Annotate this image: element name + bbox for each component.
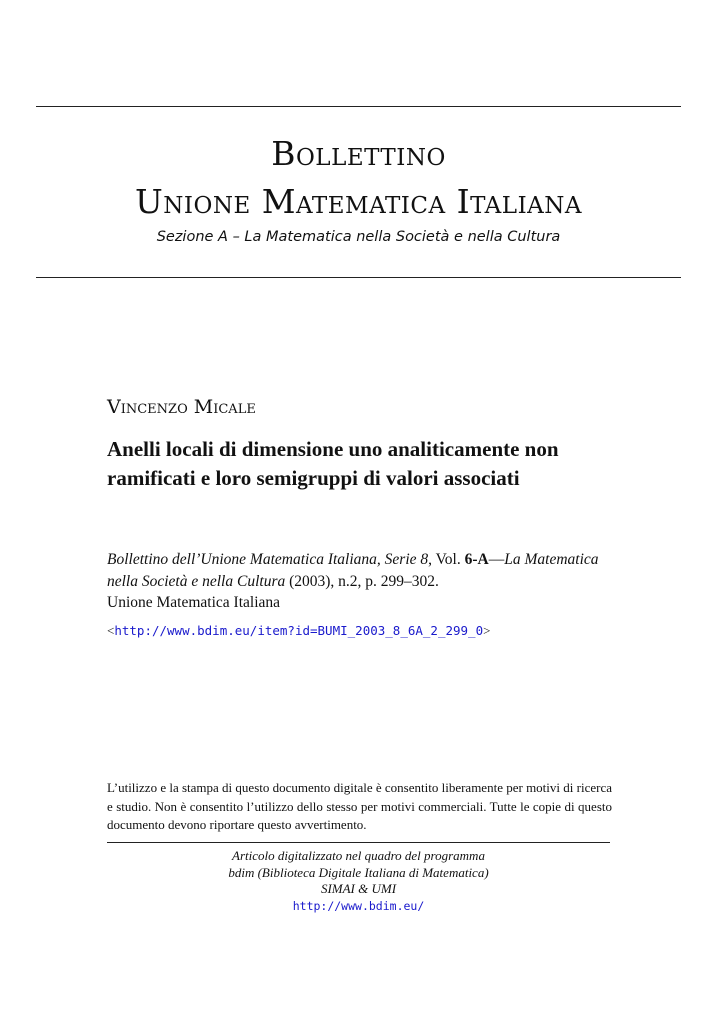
journal-section: Sezione A – La Matematica nella Società e nella Cultura — [156, 229, 561, 245]
footer-line-1: Articolo digitalizzato nel quadro del programma — [232, 848, 485, 863]
url-close-bracket: > — [483, 623, 491, 638]
citation-volume: 6-A — [464, 551, 489, 568]
article-url-line — [107, 623, 490, 639]
footer-rule — [107, 842, 610, 843]
citation-journal: Bollettino dell’Unione Matematica Italiana, Serie 8 — [107, 551, 429, 568]
journal-title-line-1: Bollettino — [271, 134, 446, 173]
author-name: Vincenzo Micale — [107, 396, 256, 418]
footer-url-link[interactable]: http://www.bdim.eu/ — [292, 898, 425, 913]
citation-section: La Matematica nella Società e nella Cultura — [107, 551, 599, 590]
footer-line-2: bdim (Biblioteca Digitale Italiana di Matematica) — [228, 864, 489, 880]
top-rule — [36, 106, 681, 107]
article-title: Anelli locali di dimensione uno analiticamente non ramificati e loro semigruppi di valori associati — [107, 437, 559, 490]
journal-title-line-2: Unione Matematica Italiana — [134, 182, 582, 221]
usage-notice: L’utilizzo e la stampa di questo documento digitale è consentito liberamente per motivi di ricerca e studio. Non è consentito l’utilizzo dello stesso per motivi commerciali. Tutte le copie di questo documento devono riportare questo avvertimento. — [107, 780, 612, 832]
footer — [107, 848, 610, 914]
citation-vol-label: , Vol. — [428, 551, 465, 568]
article-url-link[interactable]: http://www.bdim.eu/item?id=BUMI_2003_8_6A_2_299_0 — [114, 623, 484, 638]
publisher: Unione Matematica Italiana — [107, 594, 281, 611]
footer-line-3: SIMAI & UMI — [320, 881, 397, 896]
header-bottom-rule — [36, 277, 681, 278]
citation-dash: — — [488, 551, 505, 568]
citation-details: (2003), n.2, p. 299–302. — [285, 573, 439, 590]
url-open-bracket: < — [107, 623, 115, 638]
citation — [107, 549, 627, 593]
